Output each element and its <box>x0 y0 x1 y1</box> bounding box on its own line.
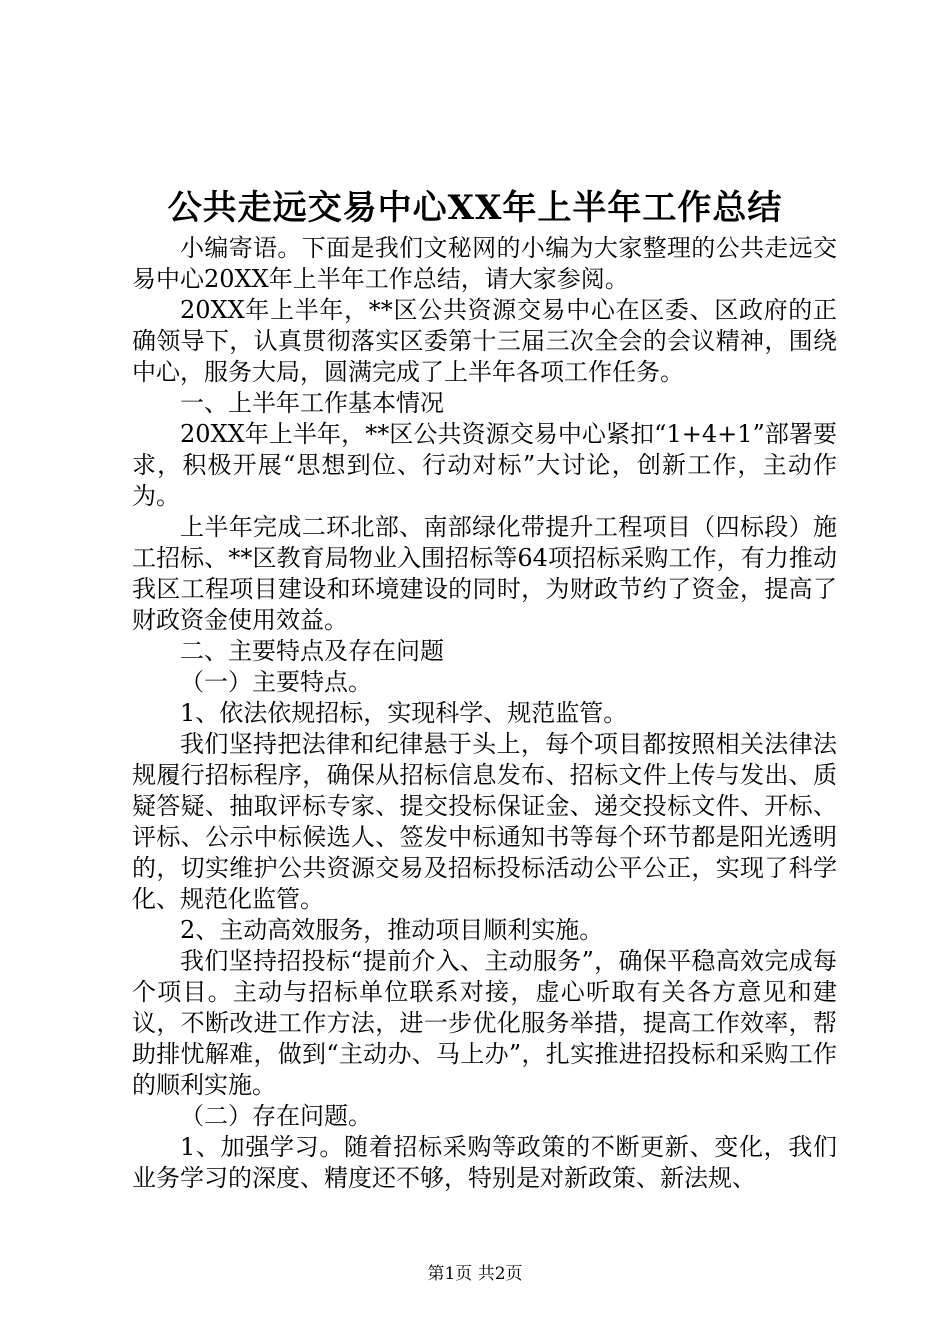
paragraph-problem-1: 1、加强学习。随着招标采购等政策的不断更新、变化，我们业务学习的深度、精度还不够，特别是对新政策、新法规、 <box>132 1133 837 1192</box>
paragraph-feature-1: 我们坚持把法律和纪律悬于头上，每个项目都按照相关法律法规履行招标程序，确保从招标信息发布、招标文件上传与发出、质疑答疑、抽取评标专家、提交投标保证金、递交投标文件、开标、评标、公示中标候选人、签发中标通知书等每个环节都是阳光透明的，切实维护公共资源交易及招标投标活动公平公正，实现了科学化、规范化监管。 <box>132 730 837 913</box>
paragraph-intro: 小编寄语。下面是我们文秘网的小编为大家整理的公共走远交易中心20XX年上半年工作总结，请大家参阅。 <box>132 234 837 293</box>
heading-feature-2: 2、主动高效服务，推动项目顺利实施。 <box>180 916 604 944</box>
heading-section-2: 二、主要特点及存在问题 <box>180 637 444 665</box>
document-title: 公共走远交易中心XX年上半年工作总结 <box>167 188 783 228</box>
document-body <box>132 233 837 1194</box>
paragraph-overview: 20XX年上半年，**区公共资源交易中心在区委、区政府的正确领导下，认真贯彻落实区委第十三届三次全会的会议精神，围绕中心，服务大局，圆满完成了上半年各项工作任务。 <box>132 296 837 386</box>
paragraph-section-1b: 上半年完成二环北部、南部绿化带提升工程项目（四标段）施工招标、**区教育局物业入围招标等64项招标采购工作，有力推动我区工程项目建设和环境建设的同时，为财政节约了资金，提高了财政资金使用效益。 <box>132 513 837 634</box>
heading-subsection-features: （一）主要特点。 <box>180 668 372 696</box>
paragraph-section-1a: 20XX年上半年，**区公共资源交易中心紧扣“1+4+1”部署要求，积极开展“思想到位、行动对标”大讨论，创新工作，主动作为。 <box>132 420 837 510</box>
heading-subsection-problems: （二）存在问题。 <box>180 1102 372 1130</box>
paragraph-feature-2: 我们坚持招投标“提前介入、主动服务”，确保平稳高效完成每个项目。主动与招标单位联系对接，虚心听取有关各方意见和建议，不断改进工作方法，进一步优化服务举措，提高工作效率，帮助排忧解难，做到“主动办、马上办”，扎实推进招投标和采购工作的顺利实施。 <box>132 947 837 1099</box>
page-footer: 第1页 共2页 <box>427 1264 523 1284</box>
heading-feature-1: 1、依法依规招标，实现科学、规范监管。 <box>180 699 628 727</box>
heading-section-1: 一、上半年工作基本情况 <box>180 389 444 417</box>
